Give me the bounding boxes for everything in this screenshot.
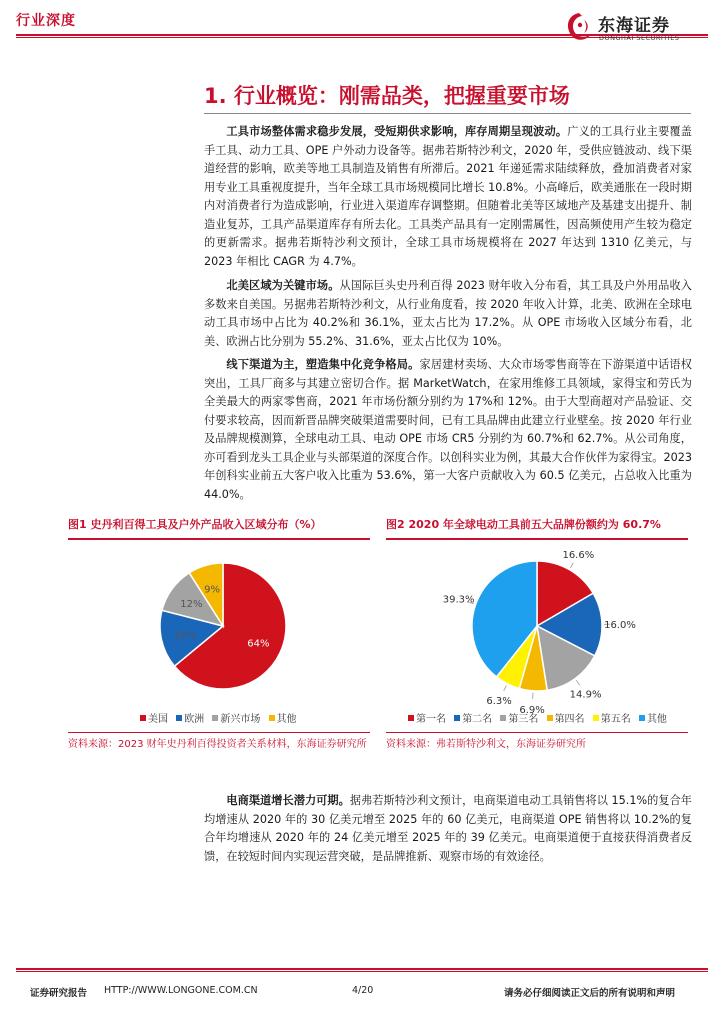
pie-data-label: 9% [204,584,221,596]
legend-item [639,714,667,725]
legend-label: 欧洲 [184,714,205,725]
legend-swatch [269,715,275,721]
leader-line [570,563,573,568]
footer-divider-thin [16,971,708,972]
pie-data-label: 12% [180,599,203,611]
paragraph-lead: 工具市场整体需求稳步发展，受短期供求影响，库存周期呈现波动。 [226,125,568,138]
legend-label: 第五名 [600,714,631,725]
page-number: 4/20 [352,985,374,996]
figure1-source-rule [68,732,370,733]
section-title: 1. 行业概览：刚需品类，把握重要市场 [204,84,570,108]
footer-disclaimer: 请务必仔细阅读正文后的所有说明和声明 [504,988,676,999]
section-tag: 行业深度 [16,13,76,29]
footer-url-link[interactable]: HTTP://WWW.LONGONE.COM.CN [104,985,258,996]
legend-label: 其他 [646,714,667,725]
legend-swatch [639,715,645,721]
footer-report-type: 证券研究报告 [30,988,88,999]
legend-item [500,714,538,725]
legend-item [212,714,260,725]
legend-swatch [500,715,506,721]
legend-item [454,714,492,725]
figure2-legend [408,710,672,725]
pie-data-label: 14.9% [569,689,602,701]
legend-swatch [408,715,414,721]
footer-divider [16,968,708,970]
figure1-legend [140,710,302,725]
company-logo [562,10,712,50]
figure2-source-rule [386,732,688,733]
paragraph-lead: 电商渠道增长潜力可期。 [226,794,350,807]
figure2-pie-chart [386,542,688,716]
legend-swatch [593,715,599,721]
legend-swatch [212,715,218,721]
legend-label: 第一名 [416,714,446,725]
figure2-title: 图2 2020 年全球电动工具前五大品牌份额约为 60.7% [386,518,661,531]
leader-line [504,686,507,691]
pie-data-label: 15% [173,630,196,642]
pie-data-label: 39.3% [442,594,475,606]
figure1-title: 图1 史丹利百得工具及户外产品收入区域分布（%） [68,518,322,531]
legend-label: 新兴市场 [220,714,261,725]
legend-item [269,714,297,725]
paragraph-market-overview [204,123,692,271]
legend-swatch [176,715,182,721]
paragraph-offline-channel [204,356,692,504]
figure1-pie-chart [68,542,370,708]
legend-item [176,714,204,725]
legend-item [547,714,585,725]
logo-text-en: DONGHAI SECURITIES [599,34,680,42]
pie-data-label: 64% [247,638,270,650]
pie-data-label: 6.9% [519,704,545,716]
pie-data-label: 6.3% [486,695,512,707]
paragraph-body: 家居建材卖场、大众市场零售商等在下游渠道中话语权突出，工具厂商多与其建立密切合作。据 MarketWatch，在家用维修工具领域，家得宝和劳氏为全美最大的两家零售商，2021 年市场份额分别约为 17%和 12%。由于大型商超对产品验证、交付要求较高，因而新晋品牌突破渠道需要时间，已有工具品牌由此建立行业壁垒。按 2020 年行业及品牌规模测算，全球电动工具、电动 OPE 市场 CR5 分别约为 60.7%和 62.7%。从公司角度，亦可看到龙头工具企业与头部渠道的深度合作。以创科实业为例，其最大合作伙伴为家得宝。2023 年创科实业前五大客户收入比重为 53.6%，第一大客户贡献收入为 60.5 亿美元，占总收入比重为 44.0%。 [204,358,692,501]
legend-label: 第三名 [508,714,539,725]
figure2-title-rule [386,538,688,540]
legend-label: 美国 [148,714,168,725]
leader-line [576,680,580,685]
title-underline [204,113,691,114]
legend-swatch [140,715,146,721]
legend-label: 其他 [276,714,297,725]
paragraph-lead: 线下渠道为主，塑造集中化竞争格局。 [226,358,420,371]
legend-item [593,714,631,725]
pie-data-label: 16.0% [604,619,636,631]
figure2-source: 资料来源：弗若斯特沙利文，东海证券研究所 [386,739,586,750]
legend-label: 第四名 [554,714,585,725]
legend-item [408,714,446,725]
paragraph-ecommerce [204,792,692,866]
paragraph-body: 从国际巨头史丹利百得 2023 财年收入分布看，其工具及户外用品收入多数来自美国。另据弗若斯特沙利文，从行业角度看，按 2020 年收入计算，北美、欧洲在全球电动工具市场中占比为 40.2%和 36.1%，亚太占比为 17.2%。从 OPE 市场收入区域分布看，北美、欧洲占比分别为 55.2%、31.6%，亚太占比仅为 10%。 [204,279,692,348]
paragraph-body: 据弗若斯特沙利文预计，电商渠道电动工具销售将以 15.1%的复合年均增速从 2020 年的 30 亿美元增至 2025 年的 60 亿美元，电商渠道 OPE 销售将以 10.2%的复合年均增速从 2020 年的 24 亿美元增至 2025 年的 39 亿美元。电商渠道便于直接获得消费者反馈，在较短时间内实现运营突破，是品牌推新、观察市场的有效途径。 [204,794,692,863]
legend-label: 第二名 [462,714,493,725]
logo-text-cn: 东海证券 [598,16,670,36]
legend-swatch [454,715,460,721]
figure1-source: 资料来源：2023 财年史丹利百得投资者关系材料，东海证券研究所 [68,739,367,750]
logo-emblem-icon [562,10,596,46]
paragraph-north-america [204,277,692,351]
figure1-title-rule [68,538,370,540]
pie-data-label: 16.6% [562,550,595,562]
paragraph-lead: 北美区域为关键市场。 [226,279,340,292]
paragraph-body: 广义的工具行业主要覆盖手工具、动力工具、OPE 户外动力设备等。据弗若斯特沙利文，2020 年，受供应链波动、线下渠道经营的影响，欧美等地工具制造及销售有所滞后。2021 年递延需求陆续释放，叠加消费者对家用专业工具重视度提升，当年全球工具市场规模同比增长 10.8%。小高峰后，欧美通胀在一段时期内对消费者行为造成影响，行业进入渠道库存调整期。但随着北美等区域地产及基建支出提升、制造业复苏，工具产品渠道库存有所去化。工具类产品具有一定刚需属性，因高频使用产生较为稳定的更新需求。据弗若斯特沙利文预计，全球工具市场规模将在 2027 年达到 1310 亿美元，与 2023 年相比 CAGR 为 4.7%。 [204,125,692,268]
legend-swatch [547,715,553,721]
legend-item [140,714,168,725]
